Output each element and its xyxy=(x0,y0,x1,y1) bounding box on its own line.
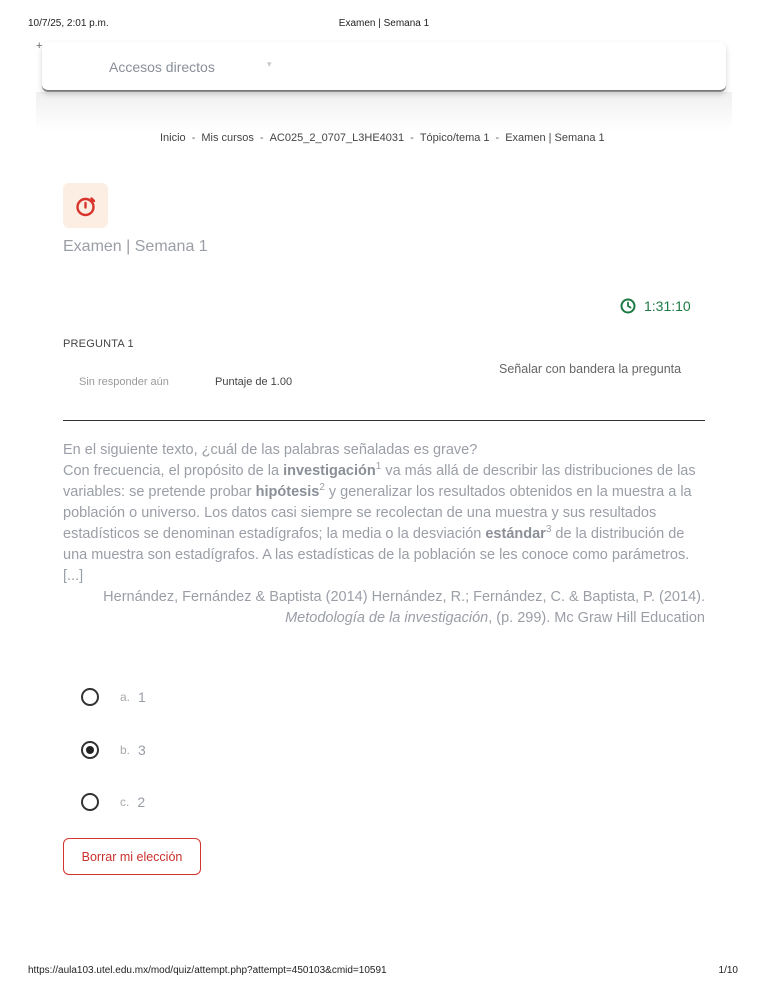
divider xyxy=(63,420,705,421)
question-grade: Puntaje de 1.00 xyxy=(215,376,293,388)
breadcrumb-item-topic[interactable]: Tópico/tema 1 xyxy=(419,132,490,144)
print-url: https://aula103.utel.edu.mx/mod/quiz/attempt.php?attempt=450103&cmid=10591 xyxy=(28,965,387,976)
question-passage: Con frecuencia, el propósito de la investigación$^1$ va más allá de describir las distribuciones de las variables: se pretende probar hipótesis$^2$ y generalizar los resultados obtenidos en la muestra a la población o universo. Los datos casi siempre se recolectan de una muestra y sus resultados estadísticos se denominan estadígrafos; la media o la desviación estándar$^3$ de la distribución de una muestra son estadígrafos. A las estadísticas de la población se les conoce como parámetros. xyxy=(63,461,696,563)
answer-letter: a. xyxy=(120,690,131,704)
breadcrumb-separator: - xyxy=(495,132,500,144)
answer-letter: c. xyxy=(120,795,130,809)
question-text xyxy=(63,440,705,629)
breadcrumb-item-course[interactable]: AC025_2_0707_L3HE4031 xyxy=(269,132,405,144)
highlighted-word-2: hipótesis xyxy=(255,484,320,500)
breadcrumb-item-current[interactable]: Examen | Semana 1 xyxy=(505,132,605,144)
breadcrumb-separator: - xyxy=(259,132,264,144)
quiz-timer xyxy=(620,298,691,314)
answer-option-c[interactable] xyxy=(81,793,145,811)
clock-icon xyxy=(620,298,636,314)
answer-text: 1 xyxy=(138,689,146,705)
radio-button[interactable] xyxy=(81,688,99,706)
breadcrumb xyxy=(160,132,605,144)
stopwatch-icon xyxy=(74,194,98,218)
passage-ellipsis: [...] xyxy=(63,568,84,584)
chevron-down-icon[interactable]: ▾ xyxy=(267,59,272,69)
citation: Hernández, Fernández & Baptista (2014) Hernández, R.; Fernández, C. & Baptista, P. (2014). Metodología de la investigación, (p. 299). Mc Graw Hill Education xyxy=(103,589,705,626)
shortcuts-bar xyxy=(42,42,726,91)
print-page-number: 1/10 xyxy=(718,965,738,976)
question-status: Sin responder aún xyxy=(79,376,169,388)
clear-choice-button[interactable]: Borrar mi elección xyxy=(63,838,201,875)
shortcuts-menu[interactable]: Accesos directos xyxy=(109,59,215,75)
breadcrumb-item-home[interactable]: Inicio xyxy=(160,132,186,144)
plus-mark: + xyxy=(36,40,43,52)
radio-button[interactable] xyxy=(81,793,99,811)
answer-option-a[interactable] xyxy=(81,688,146,706)
flag-question-link[interactable]: Señalar con bandera la pregunta xyxy=(499,362,682,376)
question-prompt: En el siguiente texto, ¿cuál de las palabras señaladas es grave? xyxy=(63,442,478,458)
highlighted-word-1: investigación xyxy=(283,463,376,479)
timer-value: 1:31:10 xyxy=(644,298,691,314)
answer-text: 2 xyxy=(137,794,146,810)
answer-text: 3 xyxy=(138,742,146,758)
quiz-icon xyxy=(63,183,108,228)
answer-option-b[interactable] xyxy=(81,741,146,759)
highlighted-word-3: estándar xyxy=(485,526,546,542)
radio-button-selected[interactable] xyxy=(81,741,99,759)
print-doc-title: Examen | Semana 1 xyxy=(338,18,430,29)
question-number: PREGUNTA 1 xyxy=(63,338,134,350)
answer-letter: b. xyxy=(120,743,131,757)
breadcrumb-item-courses[interactable]: Mis cursos xyxy=(201,132,254,144)
page-title: Examen | Semana 1 xyxy=(63,238,208,255)
breadcrumb-separator: - xyxy=(191,132,196,144)
breadcrumb-separator: - xyxy=(410,132,414,144)
header-shadow xyxy=(36,92,732,132)
print-datetime: 10/7/25, 2:01 p.m. xyxy=(28,18,109,29)
